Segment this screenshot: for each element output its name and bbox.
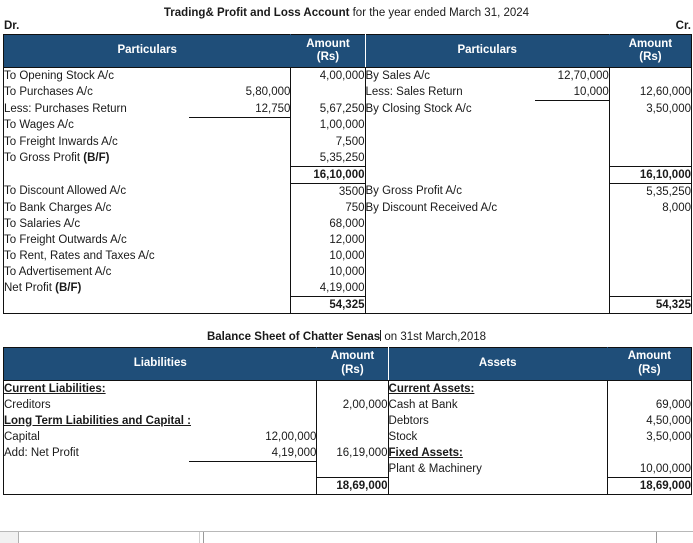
cell-amount-left: 5,67,250: [291, 101, 365, 118]
table-row: [4, 134, 692, 150]
spreadsheet-cell-a[interactable]: [19, 532, 200, 543]
cell-amount-left: [317, 413, 388, 429]
cell-particulars-left: Add: Net Profit: [4, 446, 79, 459]
cell-total-spacer-right: [535, 166, 609, 183]
trading-account-body: [4, 68, 692, 184]
cell-particulars-right: [365, 150, 535, 167]
cell-subamount-left: [189, 216, 291, 232]
cell-subamount-right: [535, 183, 609, 200]
table-row: [4, 150, 692, 167]
cell-particulars-left: To Bank Charges A/c: [4, 201, 112, 214]
cell-particulars-left: [4, 380, 189, 397]
cell-subamount-left: [189, 280, 291, 297]
cell-particulars-right: By Discount Received A/c: [365, 200, 535, 216]
cell-total-amount-right: 16,10,000: [609, 166, 691, 183]
header-amount-assets-line2: (Rs): [638, 363, 661, 376]
cell-particulars-right: By Gross Profit A/c: [365, 183, 535, 200]
cell-amount-right: 3,50,000: [607, 429, 691, 445]
cell-amount-right: [609, 68, 691, 85]
cell-total-spacer-left: [189, 166, 291, 183]
cell-subamount-right: [533, 380, 607, 397]
cell-amount-right: 8,000: [609, 200, 691, 216]
cell-amount-right: 3,50,000: [609, 101, 691, 118]
section-heading: Long Term Liabilities and Capital :: [4, 414, 191, 427]
cell-total-label-right: [365, 166, 535, 183]
cell-total-amount-right: 18,69,000: [607, 478, 691, 495]
cell-total-amount-left: 16,10,000: [291, 166, 365, 183]
table-row: [4, 200, 692, 216]
cell-total-spacer-left: [189, 296, 291, 313]
balance-sheet-title: [0, 330, 693, 344]
cell-subamount-right: [535, 264, 609, 280]
cell-total-spacer-left: [189, 478, 317, 495]
cell-subamount-left: [189, 232, 291, 248]
cell-amount-right: 4,50,000: [607, 413, 691, 429]
cell-total-amount-left: 18,69,000: [317, 478, 388, 495]
cell-subamount-left: [189, 68, 291, 85]
table-row: [4, 264, 692, 280]
cell-subamount-right: [535, 134, 609, 150]
cell-particulars-left: Net Profit (B/F): [4, 281, 82, 294]
cell-particulars-left: Less: Purchases Return: [4, 102, 127, 115]
cell-particulars-left: Capital: [4, 430, 40, 443]
spreadsheet-cell-b[interactable]: [203, 532, 657, 543]
cell-particulars-left: To Advertisement A/c: [4, 265, 112, 278]
bf-marker: (B/F): [55, 281, 82, 294]
cell-particulars-right: By Sales A/c: [365, 68, 535, 85]
cell-subamount-right: [535, 200, 609, 216]
table-row: [4, 445, 692, 462]
table-row: [4, 461, 692, 478]
bf-marker: (B/F): [83, 151, 110, 164]
cell-amount-left: 10,000: [291, 248, 365, 264]
cell-amount-left: 10,000: [291, 264, 365, 280]
cell-amount-right: [609, 134, 691, 150]
header-amount-right-line1: Amount: [628, 37, 673, 50]
cell-particulars-right: [365, 232, 535, 248]
cell-amount-left: 3500: [291, 183, 365, 200]
table-row: [4, 280, 692, 297]
cell-total-spacer-right: [533, 478, 607, 495]
cell-amount-left: 750: [291, 200, 365, 216]
cell-particulars-right: [388, 380, 533, 397]
cell-amount-left: 4,19,000: [291, 280, 365, 297]
balance-sheet-header-row: [4, 347, 692, 380]
cell-subamount-left: [189, 413, 317, 429]
header-amount-right-line2: (Rs): [639, 51, 662, 63]
trading-account-table: [3, 34, 692, 314]
credit-label: Cr.: [675, 20, 691, 32]
table-row: [4, 216, 692, 232]
cell-amount-right: [609, 264, 691, 280]
cell-particulars-left: Creditors: [4, 398, 51, 411]
cell-total-label-left: [4, 478, 189, 495]
section-heading: Current Liabilities:: [4, 382, 106, 395]
cell-total-label-left: [4, 166, 189, 183]
cell-amount-left: [317, 429, 388, 445]
cell-particulars-left: To Freight Outwards A/c: [4, 233, 127, 246]
cell-amount-right: 10,00,000: [607, 461, 691, 478]
cell-subamount-right: [535, 101, 609, 118]
cell-amount-right: [609, 280, 691, 297]
cell-subamount-right: [535, 216, 609, 232]
section-heading: Fixed Assets:: [388, 446, 463, 459]
cell-particulars-right: [365, 264, 535, 280]
cell-total-amount-left: 54,325: [291, 296, 365, 313]
cell-subamount-right: 10,000: [535, 84, 609, 101]
cell-amount-right: [609, 248, 691, 264]
cell-subamount-left: [189, 117, 291, 134]
cell-total-label-right: [388, 478, 533, 495]
cell-subamount-right: [533, 413, 607, 429]
table-row: [4, 232, 692, 248]
trading-account-title-rest: for the year ended March 31, 2024: [349, 7, 530, 19]
cell-particulars-right: [365, 117, 535, 134]
table-row: [4, 248, 692, 264]
statement-separator: [0, 314, 693, 330]
total-row: [4, 166, 692, 183]
cell-particulars-right: [365, 248, 535, 264]
table-row: [4, 84, 692, 101]
cell-subamount-left: 12,750: [189, 101, 291, 118]
header-amount-left-line1: Amount: [306, 37, 350, 50]
profit-loss-body: [4, 183, 692, 313]
cell-particulars-left: To Opening Stock A/c: [4, 70, 114, 82]
cell-particulars-left: To Gross Profit (B/F): [4, 151, 110, 164]
cell-amount-right: [609, 150, 691, 167]
cell-subamount-right: [535, 150, 609, 167]
cell-subamount-left: [189, 380, 317, 397]
cell-subamount-right: [535, 232, 609, 248]
cell-amount-right: [609, 117, 691, 134]
header-amount-liabilities-line2: (Rs): [341, 363, 364, 376]
cell-subamount-right: 12,70,000: [557, 70, 609, 82]
cell-particulars-right: By Closing Stock A/c: [365, 101, 535, 118]
cell-amount-right: [607, 380, 691, 397]
balance-sheet-table: [3, 347, 692, 496]
header-amount-assets: [607, 347, 691, 380]
cell-subamount-left: [189, 461, 317, 478]
header-assets: Assets: [388, 347, 607, 380]
trading-account-title-bold: Trading& Profit and Loss Account: [163, 7, 350, 19]
balance-sheet-body: [4, 380, 692, 495]
cell-subamount-right: [535, 280, 609, 297]
cell-particulars-right: Plant & Machinery: [388, 461, 533, 478]
cell-particulars-right: [388, 445, 533, 462]
cell-amount-right: 69,000: [607, 397, 691, 413]
cell-particulars-left: To Discount Allowed A/c: [4, 185, 127, 197]
cell-particulars-right: [365, 280, 535, 297]
table-row: [4, 380, 692, 397]
cell-particulars-left: [4, 461, 189, 478]
table-row: [4, 68, 692, 85]
cell-amount-left: 5,35,250: [291, 150, 365, 167]
cell-subamount-left: [189, 264, 291, 280]
header-amount-left: [291, 35, 365, 68]
cell-amount-right: 12,60,000: [609, 84, 691, 101]
trading-account-title: [0, 0, 693, 20]
cell-particulars-left: To Wages A/c: [4, 119, 74, 131]
total-row: [4, 478, 692, 495]
table-row: [4, 413, 692, 429]
cell-particulars-left: To Purchases A/c: [4, 86, 93, 98]
cell-subamount-left: [189, 248, 291, 264]
cell-total-label-right: [365, 296, 535, 313]
cell-amount-right: [609, 232, 691, 248]
cell-amount-left: 16,19,000: [317, 445, 388, 462]
cell-particulars-right: Less: Sales Return: [365, 84, 535, 101]
debit-label: Dr.: [4, 20, 20, 32]
table-row: [4, 183, 692, 200]
cell-subamount-right: [533, 397, 607, 413]
cell-subamount-right: [533, 461, 607, 478]
header-amount-assets-line1: Amount: [627, 350, 672, 362]
cell-subamount-left: [189, 150, 291, 167]
cell-total-spacer-right: [535, 296, 609, 313]
balance-sheet-statement: [0, 330, 693, 496]
cell-amount-left: [317, 461, 388, 478]
cell-particulars-right: Stock: [388, 429, 533, 445]
trading-account-header-row: [4, 35, 692, 68]
cell-amount-right: [609, 216, 691, 232]
spreadsheet-row-strip: [0, 531, 693, 543]
cell-amount-left: [291, 84, 365, 101]
debit-credit-labels: [0, 20, 693, 34]
cell-total-amount-right: 54,325: [609, 296, 691, 313]
cell-amount-left: 7,500: [291, 134, 365, 150]
header-particulars-right: Particulars: [365, 35, 609, 68]
cell-amount-left: 68,000: [291, 216, 365, 232]
cell-amount-left: 12,000: [291, 232, 365, 248]
total-row: [4, 296, 692, 313]
cell-particulars-right: Cash at Bank: [388, 397, 533, 413]
cell-particulars-right: [365, 134, 535, 150]
cell-particulars-left: To Freight Inwards A/c: [4, 135, 118, 148]
header-amount-liabilities: [317, 347, 388, 380]
row-header-cell[interactable]: [0, 532, 19, 543]
table-row: [4, 117, 692, 134]
cell-particulars-left: To Salaries A/c: [4, 217, 81, 230]
header-amount-left-line2: (Rs): [316, 51, 340, 63]
header-amount-right: [609, 35, 691, 68]
table-row: [4, 397, 692, 413]
cell-subamount-left: [189, 134, 291, 150]
cell-subamount-right: [535, 117, 609, 134]
cell-subamount-right: [533, 445, 607, 462]
cell-amount-left: [317, 380, 388, 397]
cell-total-label-left: [4, 296, 189, 313]
cell-amount-left: 4,00,000: [291, 68, 365, 85]
cell-subamount-right: [535, 248, 609, 264]
cell-subamount-left: [189, 183, 291, 200]
cell-subamount-left: [189, 200, 291, 216]
cell-particulars-left: To Rent, Rates and Taxes A/c: [4, 249, 155, 262]
header-amount-liabilities-line1: Amount: [330, 350, 375, 362]
cell-amount-right: [607, 445, 691, 462]
section-heading: Current Assets:: [388, 382, 475, 395]
cell-amount-right: 5,35,250: [609, 183, 691, 200]
cell-particulars-left: [4, 413, 189, 429]
cell-particulars-right: Debtors: [388, 413, 533, 429]
cell-particulars-right: [365, 216, 535, 232]
header-liabilities: Liabilities: [4, 347, 317, 380]
cell-amount-left: 2,00,000: [317, 397, 388, 413]
cell-subamount-left: [189, 397, 317, 413]
cell-subamount-left: 4,19,000: [189, 445, 317, 462]
cell-subamount-right: [533, 429, 607, 445]
cell-amount-left: 1,00,000: [291, 117, 365, 134]
cell-subamount-left: 12,00,000: [265, 430, 317, 443]
header-particulars-left: Particulars: [4, 35, 291, 68]
cell-subamount-left: 5,80,000: [245, 86, 291, 98]
table-row: [4, 429, 692, 445]
balance-sheet-title-rest: on 31st March,2018: [381, 330, 487, 343]
table-row: [4, 101, 692, 118]
balance-sheet-title-bold: Balance Sheet of Chatter Senas: [206, 330, 381, 343]
